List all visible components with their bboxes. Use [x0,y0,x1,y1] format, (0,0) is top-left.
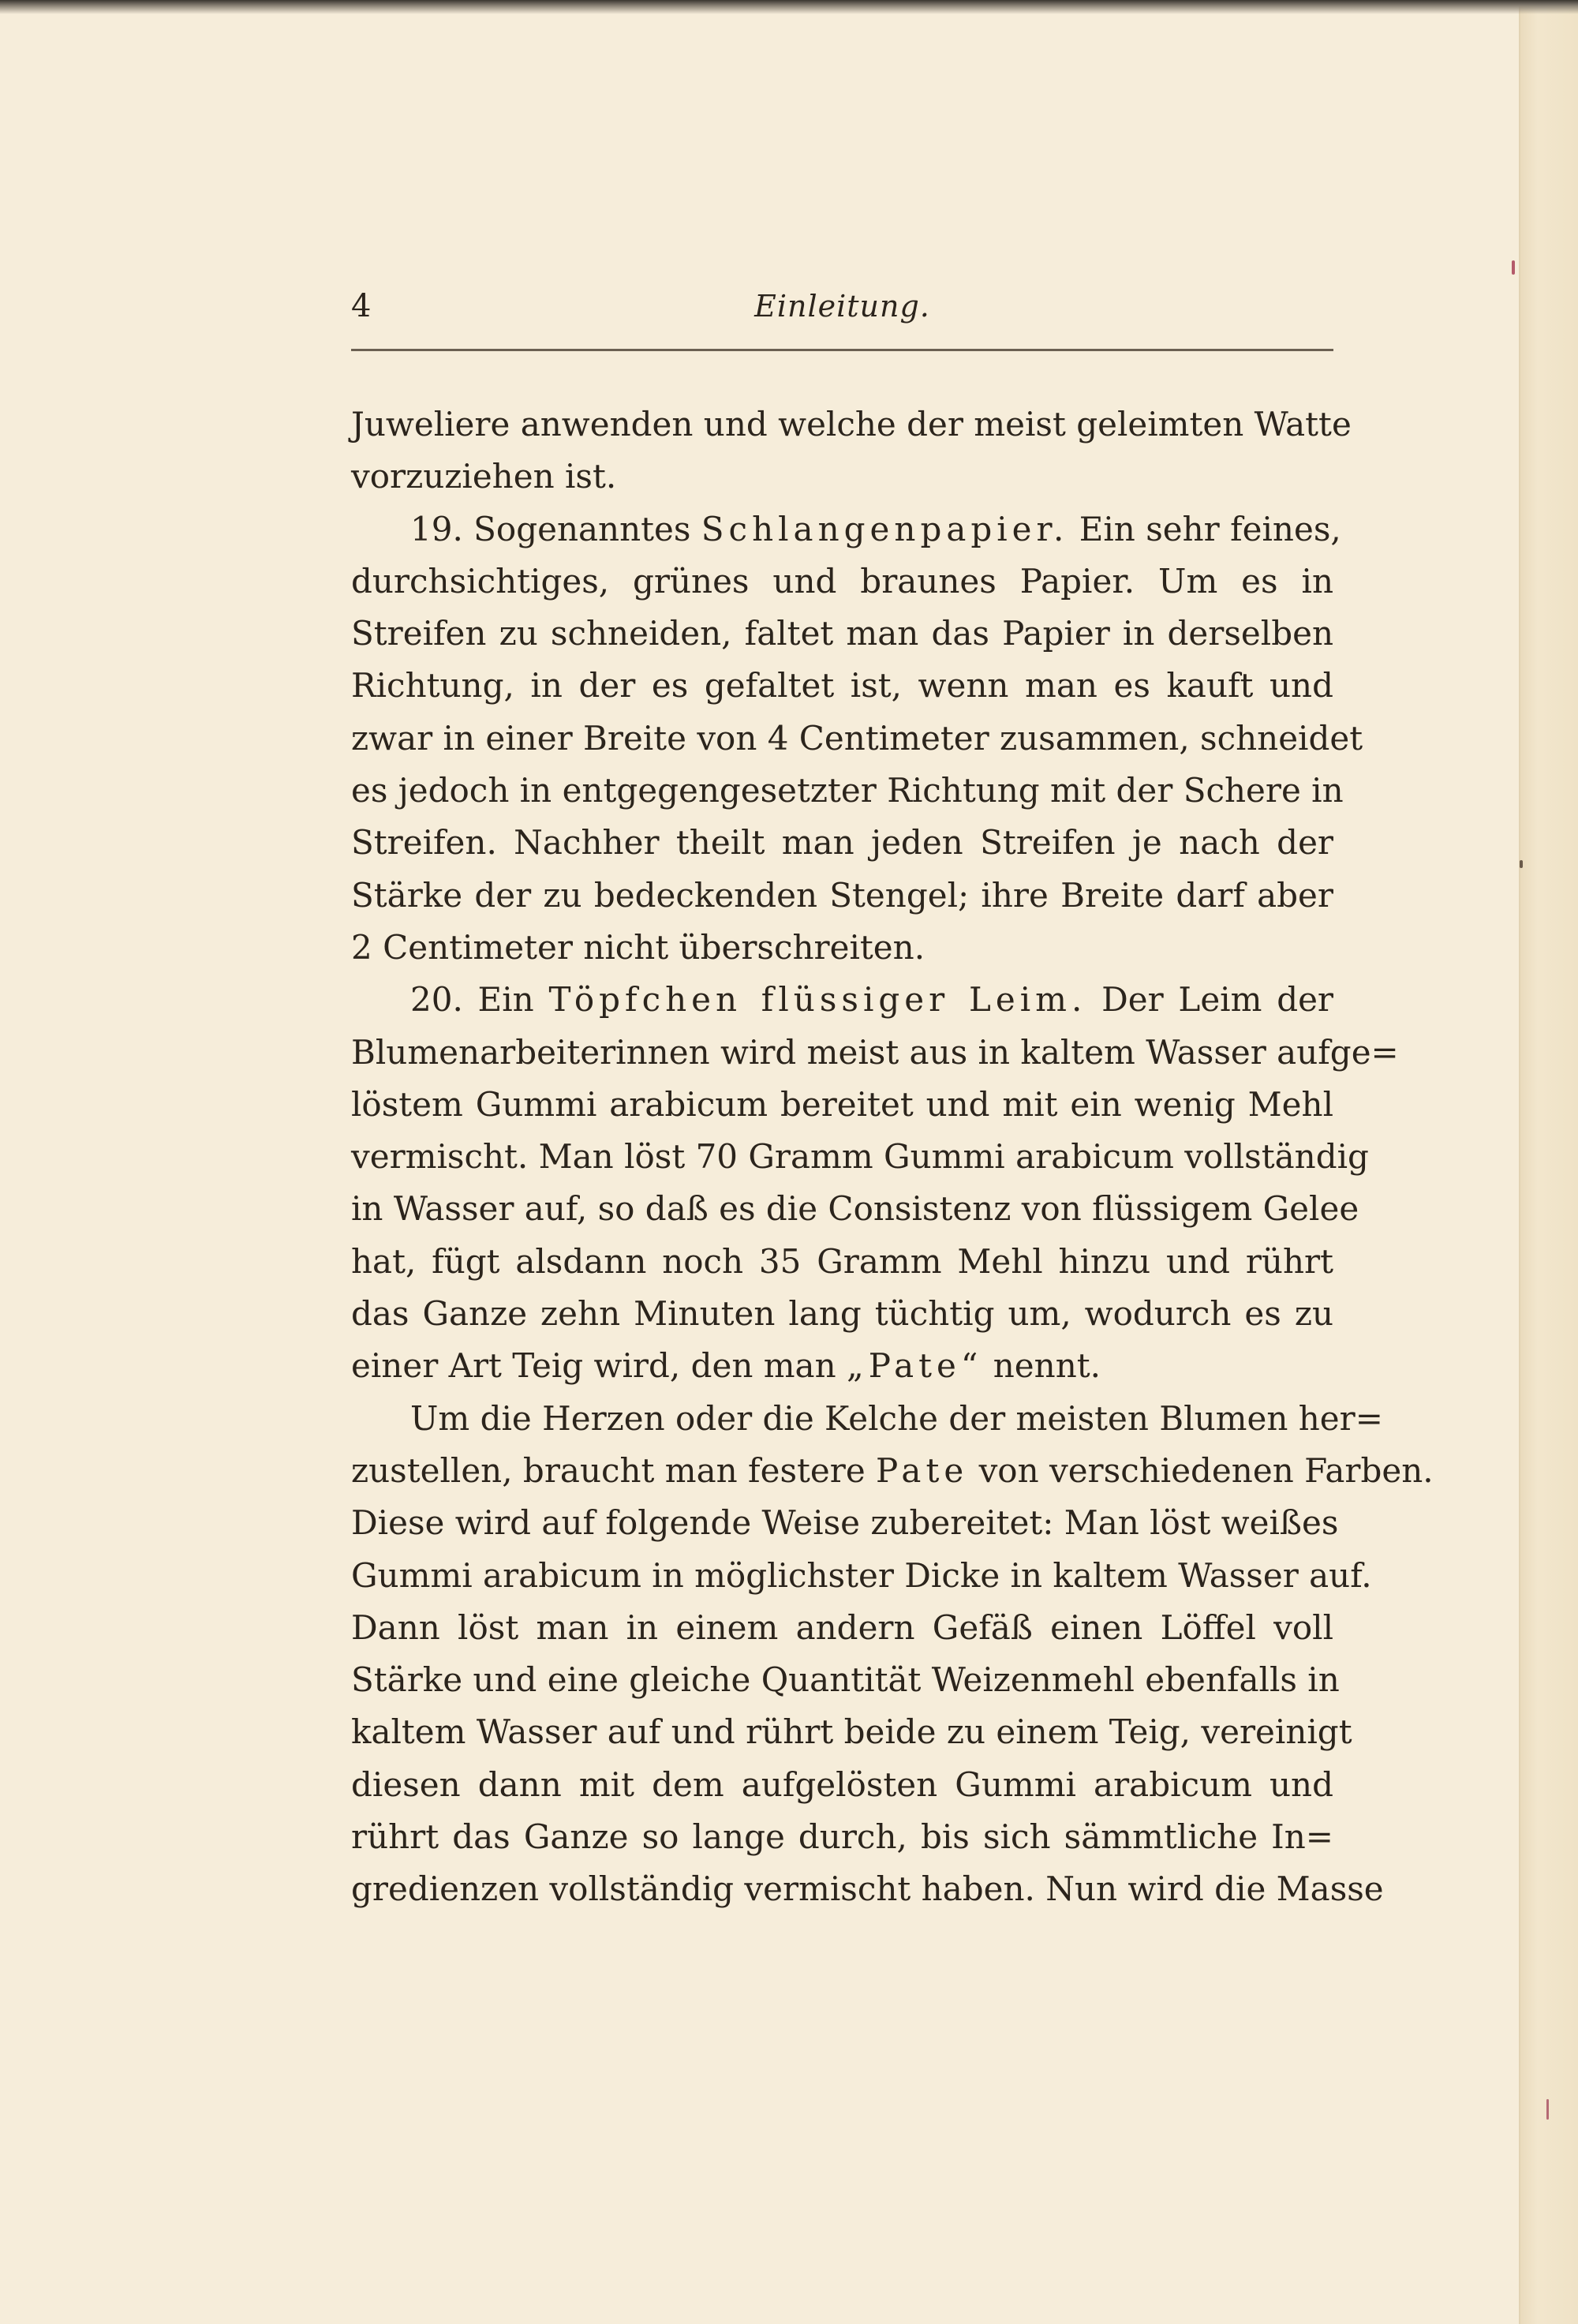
text-line: zustellen, braucht man festere Pate von verschiedenen Farben. [351,1450,1434,1490]
text-line: löstem Gummi arabicum bereitet und mit ein wenig Mehl [351,1084,1333,1124]
body-text [351,399,1434,1916]
text-line: kaltem Wasser auf und rührt beide zu einem Teig, vereinigt [351,1712,1352,1752]
text-line: Gummi arabicum in möglichster Dicke in kaltem Wasser auf. [351,1555,1372,1595]
scan-top-shadow [0,0,1578,14]
spaced-term: Töpfchen flüssiger Leim. [548,980,1087,1020]
text-line: 20. Ein Töpfchen flüssiger Leim. Der Leim der [410,980,1334,1020]
text-line: in Wasser auf, so daß es die Consistenz von flüssigem Gelee [351,1189,1359,1229]
header-rule [351,349,1333,351]
page-number: 4 [351,288,372,324]
text-line: Juweliere anwenden und welche der meist geleimten Watte [351,405,1352,443]
text-line: Stärke und eine gleiche Quantität Weizenmehl ebenfalls in [351,1660,1340,1700]
text-line: Richtung, in der es gefaltet ist, wenn man es kauft und [351,666,1333,705]
text-line: vorzuziehen ist. [351,457,617,496]
spaced-term: Schlangenpapier. [701,509,1069,548]
page-header [351,283,1333,330]
spaced-term: „Pate“ [847,1346,983,1386]
text-line: zwar in einer Breite von 4 Centimeter zusammen, schneidet [351,718,1363,758]
text-line: Diese wird auf folgende Weise zubereitet: Man löst weißes [351,1503,1339,1543]
text-line: Streifen zu schneiden, faltet man das Papier in derselben [351,614,1333,653]
text-line: Streifen. Nachher theilt man jeden Streifen je nach der [351,823,1333,863]
text-line: Blumenarbeiterinnen wird meist aus in kaltem Wasser aufge= [351,1032,1399,1072]
text-line: das Ganze zehn Minuten lang tüchtig um, wodurch es zu [351,1294,1333,1334]
text-line: 2 Centimeter nicht überschreiten. [351,927,925,967]
text-line: 19. Sogenanntes Schlangenpapier. Ein sehr feines, [410,509,1341,548]
text-line: einer Art Teig wird, den man „Pate“ nennt. [351,1346,1101,1386]
text-line: hat, fügt alsdann noch 35 Gramm Mehl hinzu und rührt [351,1241,1333,1281]
text-line: Um die Herzen oder die Kelche der meisten Blumen her= [410,1398,1383,1438]
spaced-term: Pate [876,1450,969,1490]
text-line: gredienzen vollständig vermischt haben. Nun wird die Masse [351,1869,1384,1909]
paper-speck [1546,2099,1549,2120]
page-edge [1520,0,1578,2324]
paper-speck [1520,860,1523,868]
text-line: Stärke der zu bedeckenden Stengel; ihre Breite darf aber [351,875,1333,915]
text-line: diesen dann mit dem aufgelösten Gummi arabicum und [351,1765,1333,1804]
text-line: rührt das Ganze so lange durch, bis sich sämmtliche In= [351,1817,1333,1857]
text-line: es jedoch in entgegengesetzter Richtung mit der Schere in [351,771,1344,810]
text-line: durchsichtiges, grünes und braunes Papier. Um es in [351,561,1333,601]
paper-speck [1512,260,1515,275]
text-line: vermischt. Man löst 70 Gramm Gummi arabicum vollständig [351,1137,1369,1177]
running-head: Einleitung. [754,289,930,324]
text-line: Dann löst man in einem andern Gefäß einen Löffel voll [351,1607,1333,1647]
